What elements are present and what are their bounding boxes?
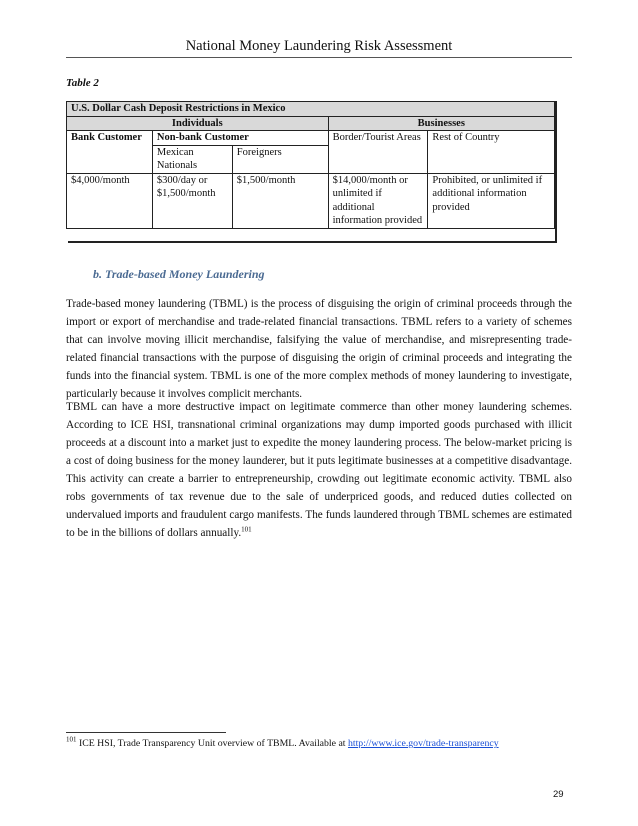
paragraph-tbml-impact: [66, 398, 572, 542]
cell-bank-customer: $4,000/month: [67, 173, 153, 228]
header-rule: [66, 57, 572, 58]
cell-foreigners: $1,500/month: [232, 173, 328, 228]
footnote-reference[interactable]: 101: [241, 525, 252, 534]
group-individuals: Individuals: [67, 116, 329, 131]
section-heading: b. Trade-based Money Laundering: [93, 267, 265, 281]
footnote: [66, 737, 499, 750]
col-foreigners: Foreigners: [232, 145, 328, 173]
cell-rest-of-country: Prohibited, or unlimited if additional information provided: [428, 173, 555, 228]
table-shadow-right: [555, 101, 557, 241]
table-title: U.S. Dollar Cash Deposit Restrictions in Mexico: [67, 102, 555, 117]
table-caption: Table 2: [66, 77, 99, 89]
running-header: National Money Laundering Risk Assessment: [185, 38, 453, 54]
page-number: 29: [553, 789, 564, 800]
paragraph-text: TBML can have a more destructive impact on legitimate commerce than other money laundering schemes. According to ICE HSI, transnational criminal organizations may dump imported goods purchased with illicit proceeds at a discount into a market just to expedite the money laundering process. The below-market pricing is a cost of doing business for the money launderer, but it puts legitimate businesses at a competitive disadvantage. This activity can create a barrier to entrepreneurship, crowding out legitimate economic activity. TBML also robs governments of tax revenue due to the sale of underpriced goods, and reduced duties collected on undervalued imports and fraudulent cargo manifests. The funds laundered through TBML schemes are estimated to be in the billions of dollars annually.: [66, 401, 572, 539]
group-businesses: Businesses: [328, 116, 554, 131]
col-rest-of-country: Rest of Country: [428, 131, 555, 174]
footnote-link[interactable]: http://www.ice.gov/trade-transparency: [347, 738, 499, 749]
footnote-text: ICE HSI, Trade Transparency Unit overview of TBML. Available at: [76, 738, 348, 749]
footnote-number: 101: [66, 735, 77, 744]
deposit-restrictions-table: [66, 101, 555, 229]
footnote-rule: [66, 732, 226, 733]
table-shadow-bottom: [68, 241, 557, 243]
col-non-bank-customer: Non-bank Customer: [152, 131, 328, 146]
paragraph-text: Trade-based money laundering (TBML) is the process of disguising the origin of criminal proceeds through the import or export of merchandise and trade-related financial transactions. TBML refers to a variety of schemes that can involve moving illicit merchandise, falsifying the value of merchandise, and misrepresenting trade-related financial transactions with the purpose of disguising the origin of criminal proceeds and integrating the funds into the financial system. TBML is one of the more complex methods of money laundering to investigate, particularly because it involves complicit merchants.: [66, 298, 572, 400]
cell-border-tourist-areas: $14,000/month or unlimited if additional information provided: [328, 173, 428, 228]
col-bank-customer: Bank Customer: [67, 131, 153, 174]
paragraph-tbml-definition: [66, 295, 572, 403]
col-mexican-nationals: Mexican Nationals: [152, 145, 232, 173]
col-border-tourist-areas: Border/Tourist Areas: [328, 131, 428, 174]
cell-mexican-nationals: $300/day or $1,500/month: [152, 173, 232, 228]
